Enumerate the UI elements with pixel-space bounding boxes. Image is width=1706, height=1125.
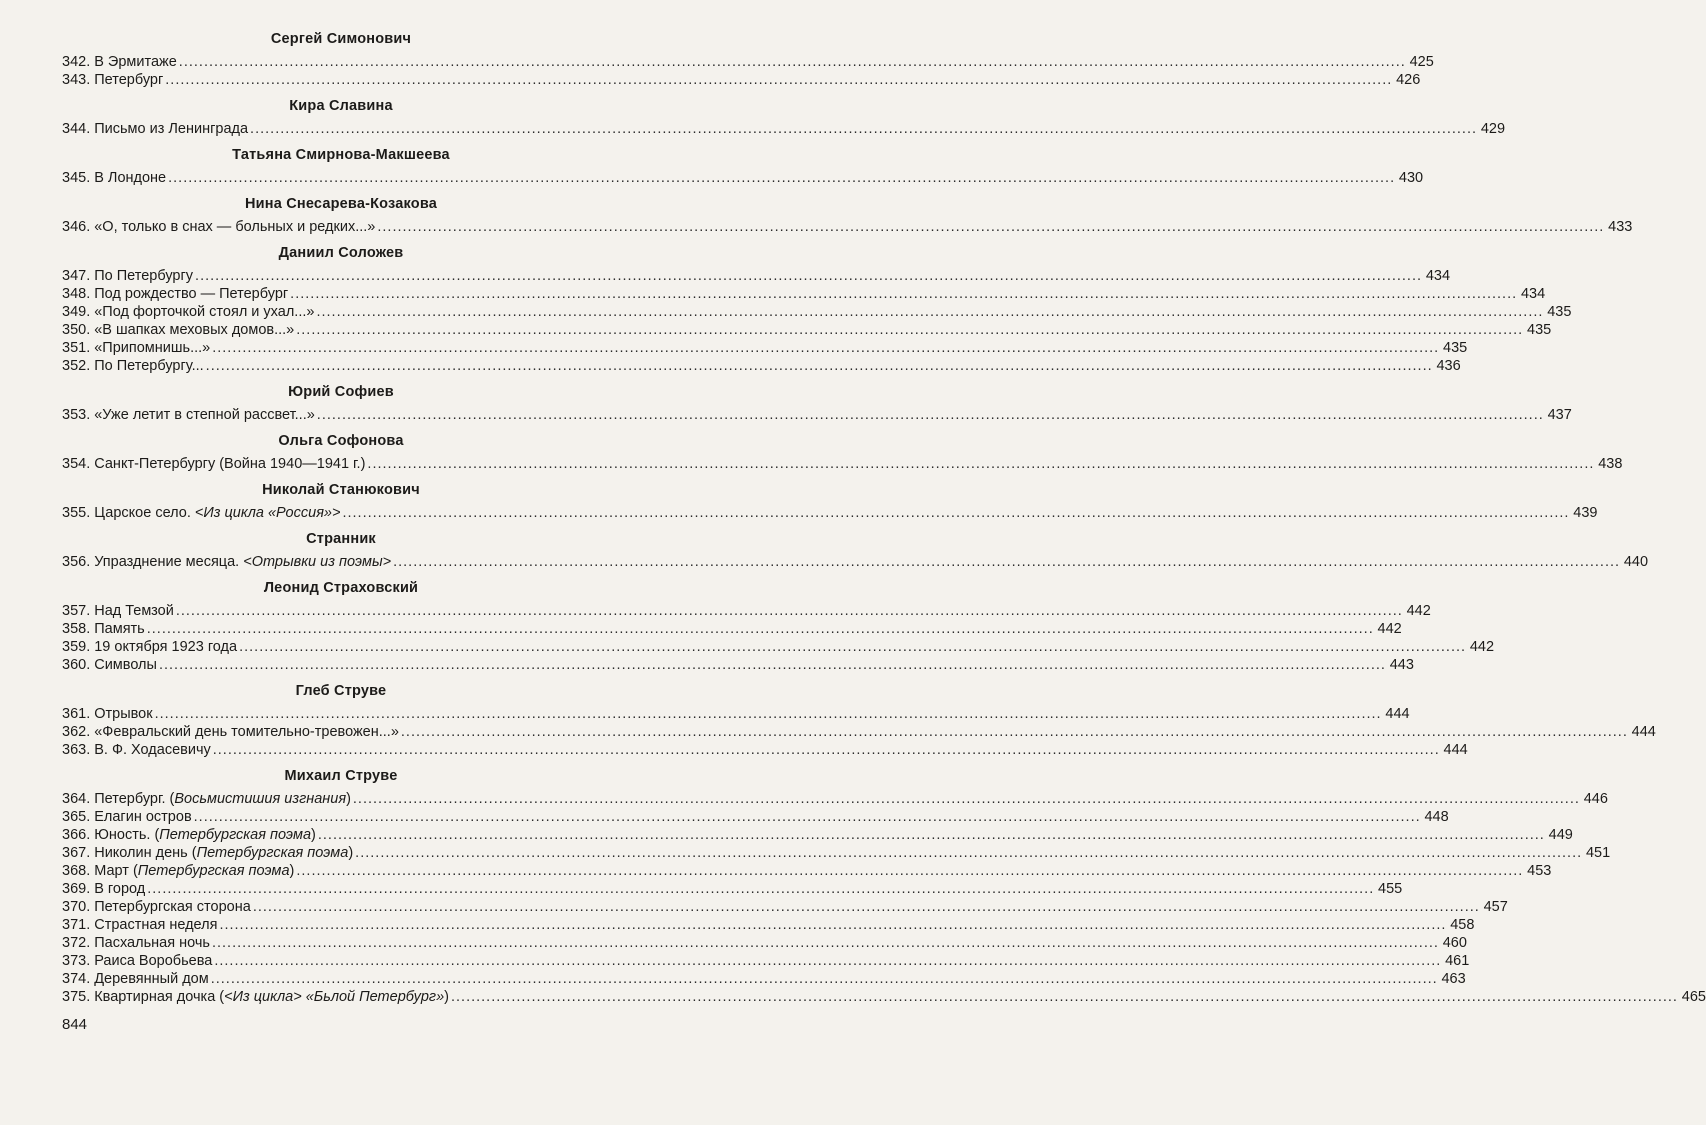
toc-section (62, 28, 1434, 89)
entry-page-number: 442 (1406, 603, 1431, 619)
entry-title (62, 406, 315, 424)
dot-leader (211, 970, 1438, 988)
entry-title-text: Царское село. (94, 505, 195, 521)
entry-title-text: Отрывок (94, 706, 153, 722)
entry-page-number: 455 (1378, 881, 1403, 897)
toc-entry (62, 826, 1573, 844)
entry-page-number: 449 (1548, 827, 1573, 843)
dot-leader (355, 844, 1582, 862)
entry-title (62, 723, 399, 741)
dot-leader (155, 705, 1382, 723)
toc-entry (62, 844, 1611, 862)
entry-title-text: В. Ф. Ходасевичу (94, 742, 211, 758)
toc-entry (62, 53, 1434, 71)
entry-title-text: «Февральский день томительно-тревожен...» (94, 724, 399, 740)
toc-section (62, 430, 1623, 473)
dot-leader (168, 169, 1395, 187)
author-heading: Нина Снесарева-Козакова (244, 196, 438, 212)
entry-title (62, 620, 145, 638)
toc-entry (62, 169, 1424, 187)
toc-entry (62, 71, 1421, 89)
entry-page-number: 460 (1442, 935, 1467, 951)
entry-number: 350. (62, 322, 91, 338)
dot-leader (342, 504, 1569, 522)
toc-entry (62, 357, 1461, 375)
entry-number: 360. (62, 657, 91, 673)
entry-page-number: 439 (1573, 505, 1598, 521)
entry-title-text: ) (348, 845, 354, 861)
entry-title-italic: Петербургская поэма (137, 863, 290, 879)
toc-entry (62, 638, 1495, 656)
entry-title-italic: <Отрывки из поэмы> (243, 554, 392, 570)
entry-title-text: В город (94, 881, 146, 897)
entry-page-number: 444 (1631, 724, 1656, 740)
entry-title (62, 705, 153, 723)
entry-title (62, 169, 166, 187)
dot-leader (367, 455, 1594, 473)
entry-page-number: 433 (1608, 219, 1633, 235)
toc-entry (62, 808, 1449, 826)
entry-page-number: 440 (1623, 554, 1649, 570)
entry-number: 349. (62, 304, 91, 320)
entry-number: 355. (62, 505, 91, 521)
toc-entry (62, 898, 1508, 916)
entry-page-number: 446 (1583, 791, 1608, 807)
entry-page-number: 451 (1585, 845, 1611, 861)
entry-title (62, 71, 163, 89)
entry-title-italic: <Из цикла> «Бьлой Петербург» (224, 989, 445, 1005)
entry-title-text: «Под форточкой стоял и ухал...» (94, 304, 315, 320)
dot-leader (194, 808, 1421, 826)
entry-title-text: ) (311, 827, 316, 843)
entry-title (62, 357, 204, 375)
toc-entry (62, 553, 1649, 571)
entry-page-number: 429 (1480, 121, 1506, 137)
entry-title (62, 455, 365, 473)
entry-title-text: Петербург (94, 72, 164, 88)
entry-number: 365. (62, 809, 91, 825)
entry-title (62, 741, 211, 759)
entry-page-number: 463 (1441, 971, 1466, 987)
entry-title-text: Квартирная дочка ( (94, 989, 225, 1005)
entry-number: 371. (62, 917, 91, 933)
entry-title (62, 808, 192, 826)
author-heading: Сергей Симонович (270, 31, 412, 47)
author-heading: Татьяна Смирнова-Макшеева (232, 147, 450, 163)
entry-title (62, 303, 314, 321)
dot-leader (165, 71, 1392, 89)
toc-section (62, 765, 1706, 1006)
entry-title-text: По Петербургу... (94, 358, 204, 374)
dot-leader (318, 826, 1545, 844)
entry-page-number: 435 (1547, 304, 1572, 320)
entry-title (62, 952, 212, 970)
dot-leader (316, 303, 1543, 321)
toc-entry (62, 656, 1414, 674)
entry-title (62, 339, 210, 357)
toc-entry (62, 952, 1470, 970)
entry-title (62, 970, 209, 988)
entry-title (62, 826, 316, 844)
toc-section (62, 528, 1649, 571)
entry-title-text: «Уже летит в степной рассвет...» (94, 407, 315, 423)
entry-title (62, 53, 177, 71)
toc-section (62, 680, 1656, 759)
toc-entry (62, 267, 1451, 285)
entry-title-text: ) (289, 863, 295, 879)
entry-title-text: Санкт-Петербургу (Война 1940—1941 г.) (94, 456, 366, 472)
dot-leader (159, 656, 1386, 674)
toc-entry (62, 620, 1402, 638)
dot-leader (176, 602, 1403, 620)
entry-page-number: 442 (1377, 621, 1402, 637)
entry-page-number: 435 (1527, 322, 1552, 338)
dot-leader (206, 357, 1433, 375)
entry-title-text: Над Темзой (94, 603, 174, 619)
dot-leader (290, 285, 1517, 303)
toc-entry (62, 862, 1552, 880)
entry-title (62, 602, 174, 620)
toc-entry (62, 741, 1468, 759)
entry-number: 353. (62, 407, 91, 423)
dot-leader (296, 862, 1523, 880)
entry-title (62, 267, 193, 285)
entry-title-text: Память (94, 621, 145, 637)
dot-leader (212, 339, 1439, 357)
toc-entry (62, 218, 1633, 236)
entry-number: 357. (62, 603, 91, 619)
entry-page-number: 444 (1443, 742, 1468, 758)
entry-title-italic: Петербургская поэма (159, 827, 312, 843)
toc-entry (62, 970, 1466, 988)
entry-title (62, 898, 251, 916)
entry-page-number: 434 (1425, 268, 1451, 284)
entry-number: 366. (62, 827, 91, 843)
entry-number: 363. (62, 742, 91, 758)
entry-page-number: 436 (1436, 358, 1461, 374)
entry-title-text: Письмо из Ленинграда (94, 121, 249, 137)
entry-title-text: 19 октября 1923 года (94, 639, 238, 655)
entry-title-text: Раиса Воробьева (94, 953, 213, 969)
dot-leader (250, 120, 1477, 138)
entry-title (62, 120, 248, 138)
entry-title (62, 321, 294, 339)
toc-entry (62, 406, 1572, 424)
toc-section (62, 242, 1572, 375)
entry-title-italic: <Из цикла «Россия»> (194, 505, 341, 521)
entry-number: 359. (62, 639, 91, 655)
entry-number: 352. (62, 358, 91, 374)
entry-title (62, 638, 237, 656)
page-number: 844 (62, 1016, 88, 1033)
entry-number: 342. (62, 54, 91, 70)
entry-page-number: 443 (1389, 657, 1414, 673)
entry-title (62, 880, 145, 898)
dot-leader (179, 53, 1406, 71)
entry-title-text: «Припомнишь...» (94, 340, 211, 356)
entry-title (62, 790, 351, 808)
entry-number: 348. (62, 286, 91, 302)
toc-section (62, 381, 1572, 424)
entry-title-text: Петербург. ( (94, 791, 175, 807)
dot-leader (214, 952, 1441, 970)
entry-number: 346. (62, 219, 91, 235)
entry-page-number: 437 (1547, 407, 1572, 423)
entry-title-text: Елагин остров (94, 809, 192, 825)
entry-title (62, 504, 340, 522)
author-heading: Глеб Струве (295, 683, 387, 699)
entry-number: 368. (62, 863, 91, 879)
entry-number: 356. (62, 554, 91, 570)
dot-leader (317, 406, 1544, 424)
entry-number: 347. (62, 268, 91, 284)
toc-entry (62, 120, 1506, 138)
entry-title-text: В Эрмитаже (94, 54, 177, 70)
entry-page-number: 426 (1396, 72, 1421, 88)
dot-leader (253, 898, 1480, 916)
entry-title (62, 553, 391, 571)
toc-entry (62, 303, 1572, 321)
dot-leader (239, 638, 1466, 656)
toc-section (62, 95, 1506, 138)
toc-entry (62, 880, 1403, 898)
entry-number: 367. (62, 845, 91, 861)
toc-entry (62, 339, 1468, 357)
toc-entry (62, 602, 1431, 620)
entry-title-text: Пасхальная ночь (94, 935, 210, 951)
author-heading: Странник (306, 531, 376, 547)
entry-title-text: «В шапках меховых домов...» (94, 322, 295, 338)
toc-entry (62, 285, 1546, 303)
entry-title (62, 656, 157, 674)
table-of-contents (62, 28, 1706, 1006)
entry-page-number: 444 (1385, 706, 1410, 722)
entry-page-number: 430 (1398, 170, 1424, 186)
entry-title-text: Юность. ( (94, 827, 160, 843)
entry-title-text: «О, только в снах — больных и редких...» (94, 219, 376, 235)
entry-number: 358. (62, 621, 91, 637)
entry-number: 373. (62, 953, 91, 969)
dot-leader (393, 553, 1620, 571)
entry-page-number: 458 (1450, 917, 1475, 933)
toc-section (62, 193, 1633, 236)
entry-title-text: ) (444, 989, 449, 1005)
entry-number: 344. (62, 121, 91, 137)
entry-title (62, 988, 449, 1006)
entry-number: 345. (62, 170, 91, 186)
entry-page-number: 425 (1409, 54, 1434, 70)
dot-leader (213, 741, 1440, 759)
entry-title-text: Март ( (94, 863, 138, 879)
author-heading: Михаил Струве (284, 768, 398, 784)
entry-title (62, 916, 217, 934)
toc-entry (62, 988, 1706, 1006)
entry-page-number: 438 (1598, 456, 1623, 472)
toc-entry (62, 504, 1598, 522)
entry-title-text: Под рождество — Петербург (94, 286, 289, 302)
entry-number: 354. (62, 456, 91, 472)
entry-page-number: 435 (1443, 340, 1468, 356)
toc-entry (62, 790, 1608, 808)
toc-entry (62, 705, 1410, 723)
entry-number: 361. (62, 706, 91, 722)
toc-section (62, 144, 1424, 187)
dot-leader (377, 218, 1604, 236)
dot-leader (219, 916, 1446, 934)
entry-title-text: В Лондоне (94, 170, 167, 186)
dot-leader (147, 620, 1374, 638)
toc-section (62, 577, 1495, 674)
entry-title-text: Символы (94, 657, 157, 673)
dot-leader (451, 988, 1678, 1006)
toc-entry (62, 916, 1475, 934)
entry-number: 364. (62, 791, 91, 807)
entry-title-italic: Петербургская поэма (196, 845, 349, 861)
toc-entry (62, 455, 1623, 473)
entry-title-text: По Петербургу (94, 268, 194, 284)
entry-title (62, 862, 294, 880)
entry-number: 370. (62, 899, 91, 915)
entry-number: 369. (62, 881, 91, 897)
entry-title-text: Страстная неделя (94, 917, 218, 933)
entry-title-text: Николин день ( (94, 845, 197, 861)
entry-title-italic: Восьмистишия изгнания (174, 791, 347, 807)
author-heading: Кира Славина (289, 98, 393, 114)
author-heading: Леонид Страховский (263, 580, 419, 596)
entry-page-number: 457 (1483, 899, 1508, 915)
entry-page-number: 465 (1681, 989, 1706, 1005)
entry-title (62, 934, 210, 952)
dot-leader (353, 790, 1580, 808)
dot-leader (147, 880, 1374, 898)
dot-leader (401, 723, 1628, 741)
toc-entry (62, 934, 1467, 952)
entry-title (62, 844, 353, 862)
entry-title-text: Упразднение месяца. (94, 554, 244, 570)
author-heading: Николай Станюкович (262, 482, 420, 498)
entry-page-number: 453 (1527, 863, 1552, 879)
dot-leader (296, 321, 1523, 339)
author-heading: Юрий Софиев (288, 384, 394, 400)
entry-number: 372. (62, 935, 91, 951)
author-heading: Ольга Софонова (278, 433, 404, 449)
entry-page-number: 461 (1445, 953, 1470, 969)
entry-number: 343. (62, 72, 91, 88)
entry-title-text: Деревянный дом (94, 971, 209, 987)
dot-leader (212, 934, 1439, 952)
entry-number: 375. (62, 989, 91, 1005)
entry-number: 351. (62, 340, 91, 356)
entry-title (62, 218, 375, 236)
entry-title (62, 285, 288, 303)
entry-page-number: 434 (1520, 286, 1546, 302)
entry-number: 374. (62, 971, 91, 987)
entry-page-number: 448 (1424, 809, 1449, 825)
entry-title-text: Петербургская сторона (94, 899, 251, 915)
author-heading: Даниил Соложев (278, 245, 404, 261)
dot-leader (195, 267, 1422, 285)
toc-entry (62, 723, 1656, 741)
entry-number: 362. (62, 724, 91, 740)
toc-section (62, 479, 1598, 522)
entry-page-number: 442 (1469, 639, 1495, 655)
toc-entry (62, 321, 1552, 339)
entry-title-text: ) (346, 791, 351, 807)
